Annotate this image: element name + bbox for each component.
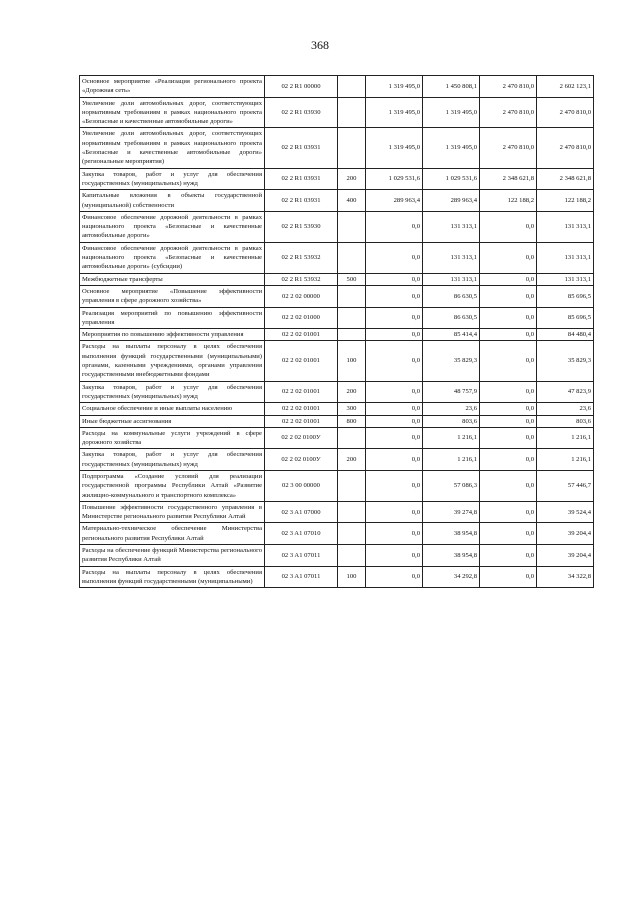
amount-cell-2: 85 414,4 bbox=[423, 329, 480, 341]
amount-cell-4: 39 204,4 bbox=[537, 545, 594, 567]
budget-code-cell: 02 2 02 0100У bbox=[265, 449, 338, 471]
budget-code-cell: 02 2 R1 53932 bbox=[265, 242, 338, 273]
amount-cell-3: 0,0 bbox=[480, 470, 537, 501]
expense-type-cell bbox=[338, 211, 366, 242]
amount-cell-2: 86 630,5 bbox=[423, 307, 480, 329]
budget-code-cell: 02 2 02 01001 bbox=[265, 403, 338, 415]
expense-type-cell bbox=[338, 329, 366, 341]
table-row bbox=[80, 566, 594, 588]
amount-cell-3: 122 188,2 bbox=[480, 190, 537, 212]
amount-cell-4: 85 696,5 bbox=[537, 307, 594, 329]
amount-cell-2: 1 216,1 bbox=[423, 427, 480, 449]
amount-cell-2: 289 963,4 bbox=[423, 190, 480, 212]
amount-cell-1: 0,0 bbox=[366, 381, 423, 403]
expense-type-cell bbox=[338, 470, 366, 501]
amount-cell-2: 86 630,5 bbox=[423, 285, 480, 307]
budget-code-cell: 02 3 00 00000 bbox=[265, 470, 338, 501]
amount-cell-2: 1 029 531,6 bbox=[423, 168, 480, 190]
amount-cell-2: 23,6 bbox=[423, 403, 480, 415]
item-name-cell: Финансовое обеспечение дорожной деятельности в рамках национального проекта «Безопасные и качественные автомобильные дороги» (субсидии) bbox=[80, 242, 265, 273]
expense-type-cell bbox=[338, 76, 366, 98]
amount-cell-3: 0,0 bbox=[480, 341, 537, 381]
amount-cell-4: 1 216,1 bbox=[537, 449, 594, 471]
table-row bbox=[80, 545, 594, 567]
table-row bbox=[80, 501, 594, 523]
amount-cell-3: 2 470 810,0 bbox=[480, 97, 537, 128]
amount-cell-4: 1 216,1 bbox=[537, 427, 594, 449]
amount-cell-2: 38 954,8 bbox=[423, 545, 480, 567]
budget-code-cell: 02 2 02 00000 bbox=[265, 285, 338, 307]
expense-type-cell: 100 bbox=[338, 341, 366, 381]
amount-cell-1: 0,0 bbox=[366, 273, 423, 285]
amount-cell-1: 0,0 bbox=[366, 242, 423, 273]
item-name-cell: Капитальные вложения в объекты государственной (муниципальной) собственности bbox=[80, 190, 265, 212]
item-name-cell: Финансовое обеспечение дорожной деятельности в рамках национального проекта «Безопасные и качественные автомобильные дороги» bbox=[80, 211, 265, 242]
table-row bbox=[80, 128, 594, 168]
amount-cell-4: 131 313,1 bbox=[537, 211, 594, 242]
budget-table bbox=[79, 75, 594, 588]
expense-type-cell: 200 bbox=[338, 381, 366, 403]
table-row bbox=[80, 329, 594, 341]
item-name-cell: Подпрограмма «Создание условий для реализации государственной программы Республики Алтай «Развитие жилищно-коммунального и транспортного комплекса» bbox=[80, 470, 265, 501]
amount-cell-2: 1 319 495,0 bbox=[423, 128, 480, 168]
budget-code-cell: 02 2 R1 53932 bbox=[265, 273, 338, 285]
budget-code-cell: 02 2 02 01001 bbox=[265, 415, 338, 427]
amount-cell-1: 1 319 495,0 bbox=[366, 128, 423, 168]
expense-type-cell bbox=[338, 128, 366, 168]
amount-cell-3: 0,0 bbox=[480, 307, 537, 329]
item-name-cell: Увеличение доли автомобильных дорог, соответствующих нормативным требованиям в рамках национального проекта «Безопасные и качественные автомобильные дороги» bbox=[80, 97, 265, 128]
amount-cell-1: 0,0 bbox=[366, 449, 423, 471]
amount-cell-1: 1 319 495,0 bbox=[366, 76, 423, 98]
table-row bbox=[80, 190, 594, 212]
amount-cell-4: 803,6 bbox=[537, 415, 594, 427]
amount-cell-3: 0,0 bbox=[480, 501, 537, 523]
item-name-cell: Материально-техническое обеспечение Министерства регионального развития Республики Алтай bbox=[80, 523, 265, 545]
amount-cell-3: 0,0 bbox=[480, 545, 537, 567]
amount-cell-3: 0,0 bbox=[480, 381, 537, 403]
amount-cell-1: 0,0 bbox=[366, 307, 423, 329]
budget-code-cell: 02 3 A1 07010 bbox=[265, 523, 338, 545]
table-row bbox=[80, 381, 594, 403]
amount-cell-2: 34 292,8 bbox=[423, 566, 480, 588]
amount-cell-1: 0,0 bbox=[366, 285, 423, 307]
amount-cell-1: 0,0 bbox=[366, 341, 423, 381]
budget-code-cell: 02 2 02 01001 bbox=[265, 329, 338, 341]
amount-cell-4: 39 204,4 bbox=[537, 523, 594, 545]
expense-type-cell bbox=[338, 285, 366, 307]
expense-type-cell bbox=[338, 427, 366, 449]
amount-cell-1: 0,0 bbox=[366, 211, 423, 242]
amount-cell-3: 0,0 bbox=[480, 242, 537, 273]
budget-code-cell: 02 2 R1 00000 bbox=[265, 76, 338, 98]
amount-cell-4: 23,6 bbox=[537, 403, 594, 415]
table-row bbox=[80, 168, 594, 190]
amount-cell-2: 1 319 495,0 bbox=[423, 97, 480, 128]
amount-cell-3: 0,0 bbox=[480, 415, 537, 427]
amount-cell-4: 131 313,1 bbox=[537, 273, 594, 285]
budget-code-cell: 02 2 R1 03930 bbox=[265, 97, 338, 128]
amount-cell-4: 47 823,9 bbox=[537, 381, 594, 403]
amount-cell-4: 85 696,5 bbox=[537, 285, 594, 307]
table-row bbox=[80, 449, 594, 471]
amount-cell-2: 131 313,1 bbox=[423, 211, 480, 242]
table-row bbox=[80, 97, 594, 128]
budget-code-cell: 02 3 A1 07011 bbox=[265, 566, 338, 588]
amount-cell-4: 84 480,4 bbox=[537, 329, 594, 341]
amount-cell-1: 1 319 495,0 bbox=[366, 97, 423, 128]
amount-cell-3: 0,0 bbox=[480, 211, 537, 242]
expense-type-cell: 100 bbox=[338, 566, 366, 588]
item-name-cell: Расходы на коммунальные услуги учреждений в сфере дорожного хозяйства bbox=[80, 427, 265, 449]
item-name-cell: Мероприятия по повышению эффективности управления bbox=[80, 329, 265, 341]
expense-type-cell bbox=[338, 307, 366, 329]
amount-cell-4: 57 446,7 bbox=[537, 470, 594, 501]
amount-cell-3: 0,0 bbox=[480, 403, 537, 415]
amount-cell-4: 131 313,1 bbox=[537, 242, 594, 273]
budget-code-cell: 02 2 02 01000 bbox=[265, 307, 338, 329]
item-name-cell: Закупка товаров, работ и услуг для обеспечения государственных (муниципальных) нужд bbox=[80, 449, 265, 471]
budget-code-cell: 02 2 R1 03931 bbox=[265, 168, 338, 190]
amount-cell-2: 1 216,1 bbox=[423, 449, 480, 471]
amount-cell-2: 1 450 808,1 bbox=[423, 76, 480, 98]
item-name-cell: Социальное обеспечение и иные выплаты населению bbox=[80, 403, 265, 415]
amount-cell-4: 122 188,2 bbox=[537, 190, 594, 212]
amount-cell-2: 57 086,3 bbox=[423, 470, 480, 501]
amount-cell-1: 0,0 bbox=[366, 470, 423, 501]
amount-cell-2: 131 313,1 bbox=[423, 242, 480, 273]
page-number: 368 bbox=[311, 38, 329, 52]
amount-cell-2: 803,6 bbox=[423, 415, 480, 427]
expense-type-cell: 800 bbox=[338, 415, 366, 427]
expense-type-cell bbox=[338, 97, 366, 128]
item-name-cell: Расходы на выплаты персоналу в целях обеспечения выполнения функций государственными (муниципальными) органами, казенными учреждениями, органами управления государственными внебюджетными фондами bbox=[80, 341, 265, 381]
item-name-cell: Увеличение доли автомобильных дорог, соответствующих нормативным требованиям в рамках национального проекта «Безопасные и качественные автомобильные дороги» (региональные мероприятия) bbox=[80, 128, 265, 168]
expense-type-cell bbox=[338, 523, 366, 545]
item-name-cell: Реализация мероприятий по повышению эффективности управления bbox=[80, 307, 265, 329]
amount-cell-4: 39 524,4 bbox=[537, 501, 594, 523]
amount-cell-2: 39 274,8 bbox=[423, 501, 480, 523]
amount-cell-1: 0,0 bbox=[366, 415, 423, 427]
amount-cell-1: 0,0 bbox=[366, 403, 423, 415]
item-name-cell: Повышение эффективности государственного управления в Министерстве регионального развития Республики Алтай bbox=[80, 501, 265, 523]
expense-type-cell: 200 bbox=[338, 449, 366, 471]
item-name-cell: Иные бюджетные ассигнования bbox=[80, 415, 265, 427]
expense-type-cell bbox=[338, 545, 366, 567]
item-name-cell: Закупка товаров, работ и услуг для обеспечения государственных (муниципальных) нужд bbox=[80, 168, 265, 190]
table-row bbox=[80, 285, 594, 307]
amount-cell-2: 48 757,9 bbox=[423, 381, 480, 403]
table-row bbox=[80, 341, 594, 381]
table-row bbox=[80, 415, 594, 427]
amount-cell-1: 0,0 bbox=[366, 523, 423, 545]
amount-cell-1: 289 963,4 bbox=[366, 190, 423, 212]
table-row bbox=[80, 273, 594, 285]
expense-type-cell bbox=[338, 242, 366, 273]
budget-code-cell: 02 2 02 01001 bbox=[265, 381, 338, 403]
amount-cell-1: 0,0 bbox=[366, 501, 423, 523]
amount-cell-3: 0,0 bbox=[480, 566, 537, 588]
amount-cell-3: 0,0 bbox=[480, 427, 537, 449]
item-name-cell: Закупка товаров, работ и услуг для обеспечения государственных (муниципальных) нужд bbox=[80, 381, 265, 403]
amount-cell-4: 2 348 621,8 bbox=[537, 168, 594, 190]
amount-cell-3: 2 348 621,8 bbox=[480, 168, 537, 190]
budget-code-cell: 02 2 02 0100У bbox=[265, 427, 338, 449]
amount-cell-3: 0,0 bbox=[480, 273, 537, 285]
budget-code-cell: 02 2 R1 03931 bbox=[265, 190, 338, 212]
budget-table-body bbox=[80, 76, 594, 588]
amount-cell-1: 1 029 531,6 bbox=[366, 168, 423, 190]
expense-type-cell: 300 bbox=[338, 403, 366, 415]
amount-cell-1: 0,0 bbox=[366, 566, 423, 588]
amount-cell-1: 0,0 bbox=[366, 427, 423, 449]
budget-code-cell: 02 2 R1 03931 bbox=[265, 128, 338, 168]
amount-cell-2: 38 954,8 bbox=[423, 523, 480, 545]
budget-code-cell: 02 2 02 01001 bbox=[265, 341, 338, 381]
amount-cell-2: 131 313,1 bbox=[423, 273, 480, 285]
amount-cell-4: 34 322,8 bbox=[537, 566, 594, 588]
amount-cell-4: 2 470 810,0 bbox=[537, 128, 594, 168]
amount-cell-4: 2 470 810,0 bbox=[537, 97, 594, 128]
amount-cell-1: 0,0 bbox=[366, 545, 423, 567]
item-name-cell: Расходы на выплаты персоналу в целях обеспечения выполнения функций государственными (муниципальными) bbox=[80, 566, 265, 588]
table-row bbox=[80, 76, 594, 98]
item-name-cell: Межбюджетные трансферты bbox=[80, 273, 265, 285]
expense-type-cell bbox=[338, 501, 366, 523]
amount-cell-3: 2 470 810,0 bbox=[480, 128, 537, 168]
amount-cell-3: 0,0 bbox=[480, 523, 537, 545]
budget-code-cell: 02 3 A1 07011 bbox=[265, 545, 338, 567]
amount-cell-4: 35 829,3 bbox=[537, 341, 594, 381]
item-name-cell: Расходы на обеспечение функций Министерства регионального развития Республики Алтай bbox=[80, 545, 265, 567]
amount-cell-1: 0,0 bbox=[366, 329, 423, 341]
table-row bbox=[80, 242, 594, 273]
amount-cell-3: 0,0 bbox=[480, 285, 537, 307]
amount-cell-3: 0,0 bbox=[480, 449, 537, 471]
item-name-cell: Основное мероприятие «Реализация регионального проекта «Дорожная сеть» bbox=[80, 76, 265, 98]
table-row bbox=[80, 403, 594, 415]
table-row bbox=[80, 470, 594, 501]
amount-cell-3: 2 470 810,0 bbox=[480, 76, 537, 98]
table-row bbox=[80, 307, 594, 329]
expense-type-cell: 400 bbox=[338, 190, 366, 212]
item-name-cell: Основное мероприятие «Повышение эффективности управления в сфере дорожного хозяйства» bbox=[80, 285, 265, 307]
expense-type-cell: 200 bbox=[338, 168, 366, 190]
table-row bbox=[80, 211, 594, 242]
budget-code-cell: 02 3 A1 07000 bbox=[265, 501, 338, 523]
amount-cell-2: 35 829,3 bbox=[423, 341, 480, 381]
amount-cell-4: 2 602 123,1 bbox=[537, 76, 594, 98]
expense-type-cell: 500 bbox=[338, 273, 366, 285]
amount-cell-3: 0,0 bbox=[480, 329, 537, 341]
table-row bbox=[80, 427, 594, 449]
table-row bbox=[80, 523, 594, 545]
budget-code-cell: 02 2 R1 53930 bbox=[265, 211, 338, 242]
